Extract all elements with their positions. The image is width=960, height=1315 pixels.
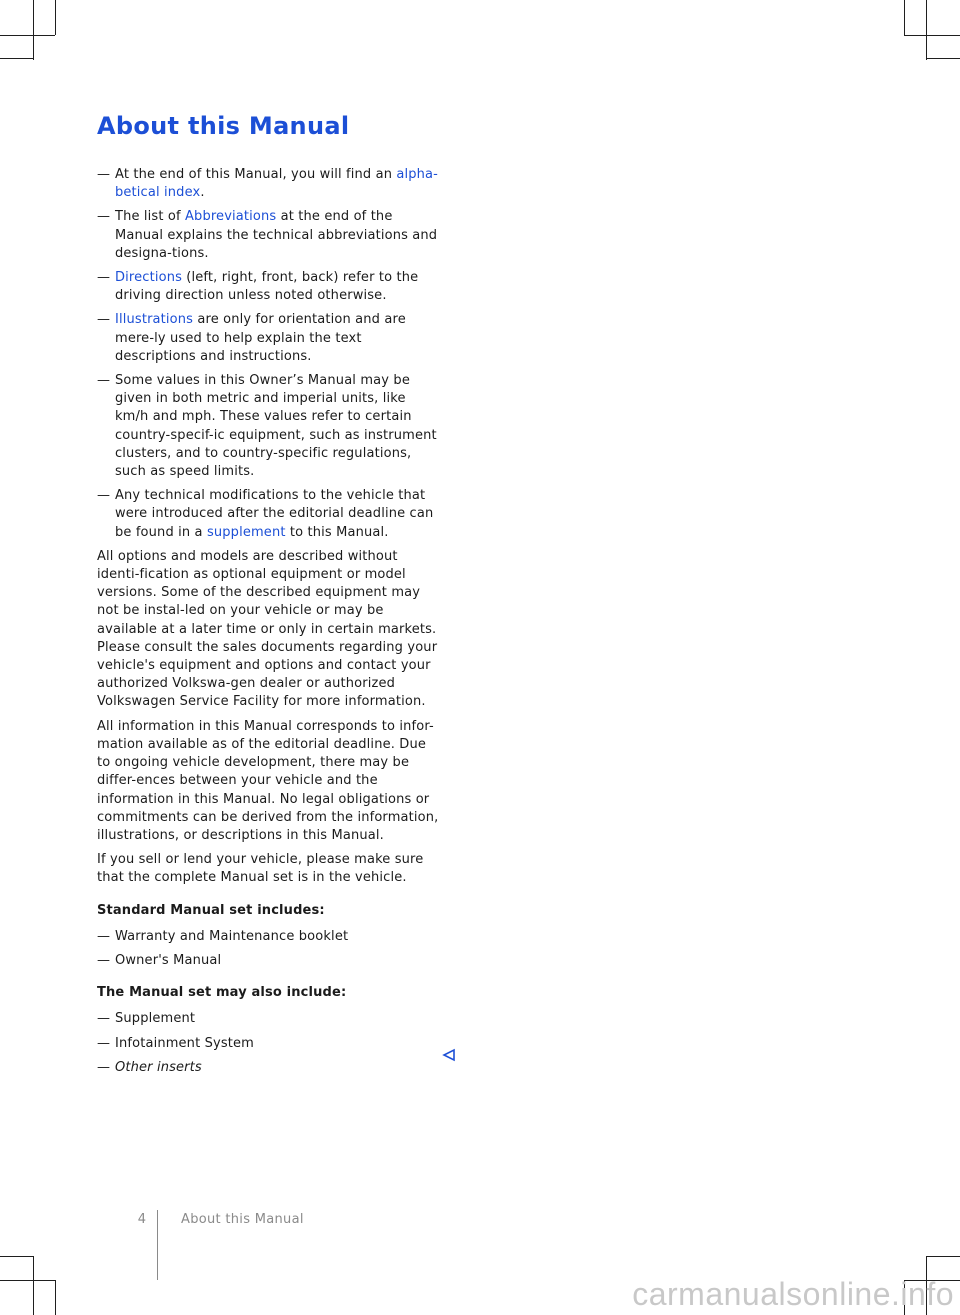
- optional-set-list: [97, 1010, 442, 1077]
- footer-divider: [157, 1210, 158, 1280]
- list-item-text: to this Manual.: [285, 524, 389, 540]
- dash-bullet: —: [97, 928, 111, 944]
- crop-mark: [0, 58, 33, 59]
- crop-mark: [0, 1280, 55, 1281]
- manual-page-content: [97, 106, 442, 1083]
- list-item-text: At the end of this Manual, you will find an: [115, 167, 397, 182]
- list-item: [97, 311, 442, 366]
- crop-mark: [926, 1256, 960, 1257]
- information-paragraph: All information in this Manual corresponds to infor-mation available as of the editorial deadline. Due to ongoing vehicle development, there may be differ-ences between your vehicle and the information in this Manual. No legal obligations or commitments can be derived from the information, illustrations, or descriptions in this Manual.: [97, 718, 439, 843]
- list-item: [97, 269, 442, 305]
- list-item-text: Infotainment System: [115, 1035, 254, 1051]
- illustrations-link[interactable]: Illustrations: [115, 312, 194, 328]
- alphabetical-index-link[interactable]: alpha-betical index: [115, 167, 439, 201]
- watermark: carmanualsonline.info: [632, 1276, 954, 1312]
- list-item: [97, 1010, 442, 1028]
- crop-mark: [33, 0, 34, 60]
- notes-list: [97, 166, 442, 542]
- dash-bullet: —: [97, 270, 111, 286]
- page-title: About this Manual: [97, 112, 350, 140]
- crop-mark: [904, 35, 960, 36]
- dash-bullet: —: [97, 167, 111, 182]
- crop-mark: [55, 1280, 56, 1315]
- list-item-text: Supplement: [115, 1011, 196, 1027]
- list-item-text: .: [200, 185, 205, 201]
- list-item: [97, 208, 442, 263]
- dash-bullet: —: [97, 1059, 111, 1075]
- crop-mark: [33, 1256, 34, 1315]
- dash-bullet: —: [97, 1035, 111, 1051]
- list-item-text: are only for orientation and are mere-ly used to help explain the text descriptions and instructions.: [115, 312, 406, 364]
- list-item: [97, 1059, 442, 1077]
- supplement-link[interactable]: supplement: [206, 524, 286, 540]
- dash-bullet: —: [97, 373, 111, 389]
- crop-mark: [926, 0, 927, 60]
- dash-bullet: —: [97, 952, 111, 968]
- list-item: [97, 372, 442, 481]
- list-item: [97, 1035, 442, 1053]
- footer-section-title: About this Manual: [181, 1212, 304, 1227]
- dash-bullet: —: [97, 1011, 111, 1027]
- list-item-text: at the end of the Manual explains the technical abbreviations and designa-tions.: [115, 209, 438, 261]
- standard-set-list: [97, 928, 442, 970]
- sell-lend-paragraph: If you sell or lend your vehicle, please make sure that the complete Manual set is in the vehicle.: [97, 852, 424, 886]
- list-item-text: Some values in this Owner’s Manual may be given in both metric and imperial units, like km/h and mph. These values refer to certain country-specif-ic equipment, such as instrument clusters, and to country-specific regulations, such as speed limits.: [115, 373, 437, 480]
- options-paragraph: All options and models are described without identi-fication as optional equipment or model versions. Some of the described equipment may not be instal-led on your vehicle or may be available at a later time or only in certain markets. Please consult the sales documents regarding your vehicle's equipment and options and contact your authorized Volkswa-gen dealer or authorized Volkswagen Service Facility for more information.: [97, 548, 438, 710]
- dash-bullet: —: [97, 312, 111, 328]
- crop-mark: [904, 0, 905, 35]
- list-item-text: Other inserts: [115, 1059, 202, 1075]
- list-item-text: Owner's Manual: [115, 952, 222, 968]
- crop-mark: [926, 58, 960, 59]
- list-item-text: (left, right, front, back) refer to the driving direction unless noted otherwise.: [115, 270, 419, 304]
- optional-set-heading: The Manual set may also include:: [97, 985, 347, 1001]
- directions-link[interactable]: Directions: [115, 270, 183, 286]
- crop-mark: [55, 0, 56, 35]
- list-item-text: Warranty and Maintenance booklet: [115, 928, 349, 944]
- standard-set-heading: Standard Manual set includes:: [97, 902, 325, 918]
- section-end-triangle-icon: [442, 1048, 456, 1062]
- dash-bullet: —: [97, 488, 111, 504]
- abbreviations-link[interactable]: Abbreviations: [185, 209, 277, 225]
- list-item-text: Any technical modifications to the vehicle that were introduced after the editorial deadline can be found in a: [115, 488, 434, 540]
- list-item: [97, 487, 442, 542]
- list-item: [97, 166, 442, 202]
- dash-bullet: —: [97, 209, 111, 225]
- list-item-text: The list of: [115, 209, 185, 225]
- list-item: [97, 928, 442, 946]
- crop-mark: [0, 35, 55, 36]
- list-item: [97, 952, 442, 970]
- crop-mark: [0, 1256, 33, 1257]
- page-number: 4: [137, 1212, 146, 1227]
